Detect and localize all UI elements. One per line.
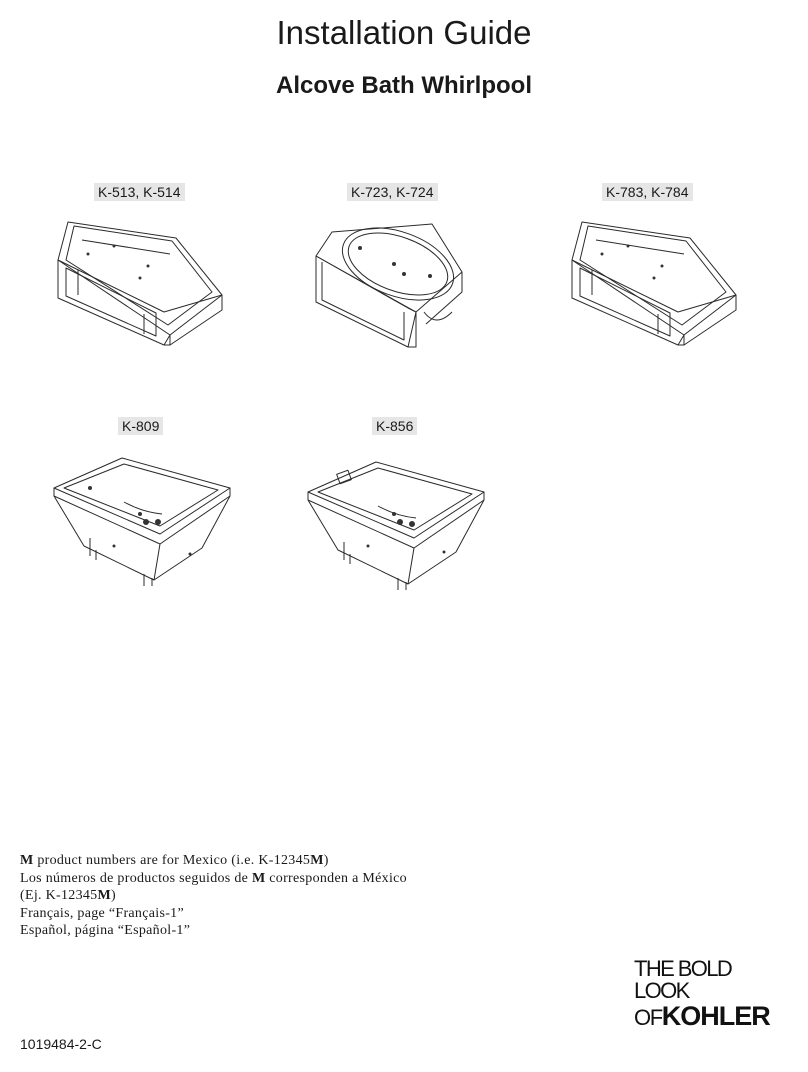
logo-of: OF bbox=[634, 1005, 662, 1030]
bold-m: M bbox=[20, 853, 34, 868]
mexico-note-es bbox=[20, 870, 407, 888]
mexico-note-es-example bbox=[20, 887, 407, 905]
note-text: (Ej. K-12345 bbox=[20, 888, 98, 903]
note-text: Los números de productos seguidos de bbox=[20, 870, 252, 886]
logo-tagline: THE BOLD LOOK bbox=[634, 956, 732, 1003]
mexico-note-en bbox=[20, 852, 407, 870]
model-label-k723: K-723, K-724 bbox=[347, 183, 438, 201]
note-text: ) bbox=[111, 888, 116, 903]
language-notes bbox=[20, 852, 407, 940]
bold-m: M bbox=[310, 853, 324, 868]
page-title: Installation Guide bbox=[276, 14, 532, 51]
bold-m: M bbox=[251, 870, 266, 886]
alcove-tub-rectangular-icon bbox=[52, 210, 232, 350]
kohler-logo bbox=[634, 958, 790, 1035]
note-text: ) bbox=[323, 853, 329, 868]
note-text: product numbers are for Mexico (i.e. K-12345 bbox=[33, 853, 311, 868]
spanish-page-ref: Español, página “Español-1” bbox=[20, 923, 191, 938]
model-label-k783: K-783, K-784 bbox=[602, 183, 693, 201]
drop-in-tub-icon bbox=[50, 450, 240, 590]
document-number: 1019484-2-C bbox=[20, 1036, 102, 1052]
logo-brand: KOHLER bbox=[661, 1001, 770, 1031]
drop-in-tub-icon bbox=[304, 454, 494, 594]
alcove-tub-rectangular-icon bbox=[566, 210, 746, 350]
model-label-k809: K-809 bbox=[118, 417, 163, 435]
page-subtitle: Alcove Bath Whirlpool bbox=[275, 72, 532, 99]
note-text: corresponden a México bbox=[265, 870, 407, 886]
bold-m: M bbox=[97, 888, 111, 903]
model-label-k513: K-513, K-514 bbox=[94, 183, 185, 201]
model-label-k856: K-856 bbox=[372, 417, 417, 435]
logo-brand-line bbox=[634, 1002, 790, 1035]
alcove-tub-oval-icon bbox=[312, 212, 472, 352]
french-page-ref: Français, page “Français-1” bbox=[20, 905, 184, 921]
